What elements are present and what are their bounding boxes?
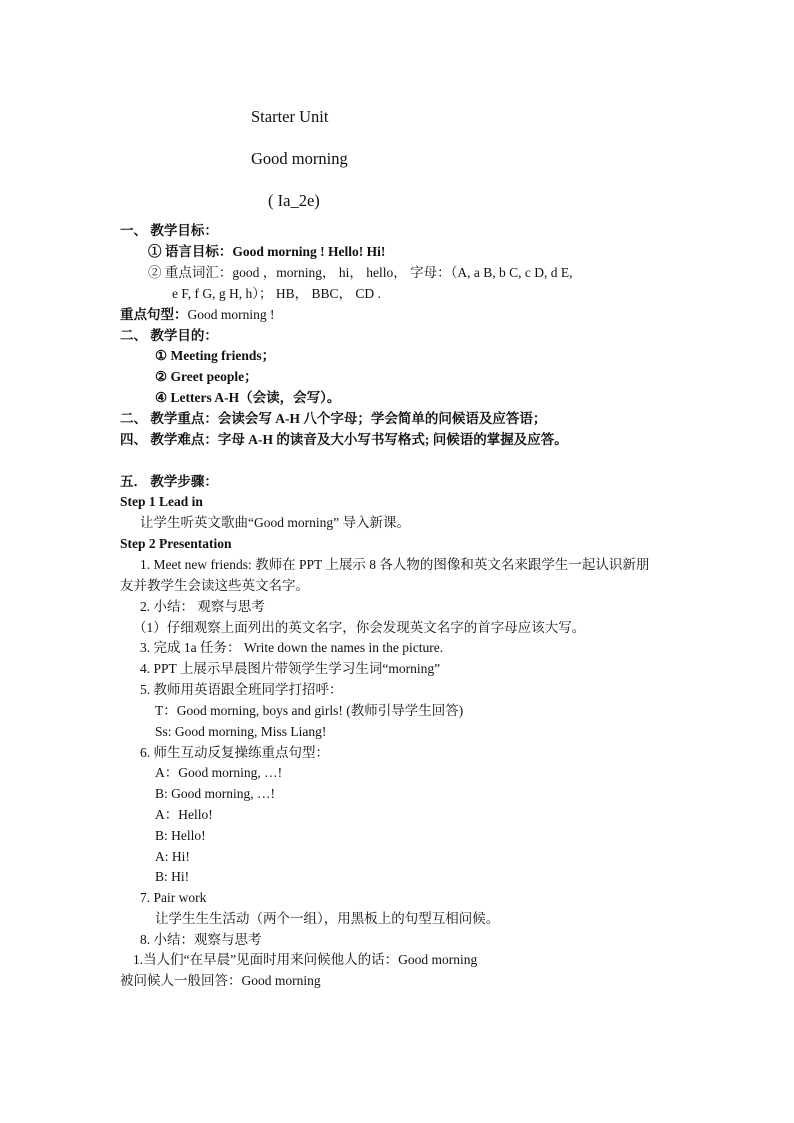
objectives-heading: 一、 教学目标： <box>120 223 218 238</box>
teaching-focus: 二、 教学重点：会读会写 A-H 八个字母；学会简单的问候语及应答语； <box>120 411 547 426</box>
purpose-heading: 二、 教学目的： <box>120 328 218 343</box>
purpose-item-1: ① Meeting friends； <box>155 348 276 363</box>
step2-line-6: 4. PPT 上展示早晨图片带领学生学习生词“morning” <box>140 661 441 676</box>
step1-text: 让学生听英文歌曲“Good morning” 导入新课。 <box>140 515 410 530</box>
dialogue-line-2: B: Good morning, …! <box>155 786 275 801</box>
objective-vocabulary: ② 重点词汇：good ，morning， hi， hello， 字母：（A, a B, b C, c D, d E, <box>148 265 573 280</box>
purpose-item-2: ② Greet people； <box>155 369 258 384</box>
key-sentence-label: 重点句型： <box>120 307 188 322</box>
dialogue-line-1: A：Good morning, …! <box>155 765 283 780</box>
key-sentence-value: Good morning ! <box>187 307 275 322</box>
key-sentence <box>120 306 275 324</box>
step2-line-1: 1. Meet new friends: 教师在 PPT 上展示 8 各人物的图像和英文名来跟学生一起认识新朋 <box>140 557 650 572</box>
dialogue-students: Ss: Good morning, Miss Liang! <box>155 724 327 739</box>
teaching-difficulty: 四、 教学难点：字母 A-H 的读音及大小写书写格式; 问候语的掌握及应答。 <box>120 432 568 447</box>
dialogue-line-3: A：Hello! <box>155 807 213 822</box>
step2-line-2: 友并教学生会读这些英文名字。 <box>120 578 309 593</box>
step2-pair-work-text: 让学生生生活动（两个一组），用黑板上的句型互相问候。 <box>155 911 500 926</box>
step2-line-3: 2. 小结： 观察与思考 <box>140 599 265 614</box>
step2-line-10: 6. 师生互动反复操练重点句型： <box>140 745 329 760</box>
section-range: ( Ia_2e) <box>268 191 320 210</box>
step2-line-5: 3. 完成 1a 任务： Write down the names in the picture. <box>140 640 444 655</box>
dialogue-teacher: T：Good morning, boys and girls! (教师引导学生回答) <box>155 703 464 718</box>
dialogue-line-5: A: Hi! <box>155 849 190 864</box>
summary-line-1: 1.当人们“在早晨”见面时用来问候他人的话：Good morning <box>133 952 478 967</box>
objective-vocabulary-cont: e F, f G, g H, h）； HB， BBC， CD . <box>172 286 381 301</box>
summary-line-2: 被问候人一般回答：Good morning <box>120 973 321 988</box>
objective-language: ① 语言目标：Good morning ! Hello! Hi! <box>148 244 386 259</box>
dialogue-line-4: B: Hello! <box>155 828 206 843</box>
dialogue-line-6: B: Hi! <box>155 869 190 884</box>
purpose-item-3: ④ Letters A-H（会读，会写）。 <box>155 390 341 405</box>
steps-heading: 五． 教学步骤： <box>120 474 218 489</box>
unit-title: Starter Unit <box>251 107 329 126</box>
step1-title: Step 1 Lead in <box>120 494 203 509</box>
lesson-title: Good morning <box>251 149 348 168</box>
step2-line-7: 5. 教师用英语跟全班同学打招呼： <box>140 682 343 697</box>
step2-title: Step 2 Presentation <box>120 536 232 551</box>
step2-summary: 8. 小结：观察与思考 <box>140 932 262 947</box>
step2-line-4: （1）仔细观察上面列出的英文名字，你会发现英文名字的首字母应该大写。 <box>133 620 586 635</box>
step2-pair-work: 7. Pair work <box>140 890 207 905</box>
